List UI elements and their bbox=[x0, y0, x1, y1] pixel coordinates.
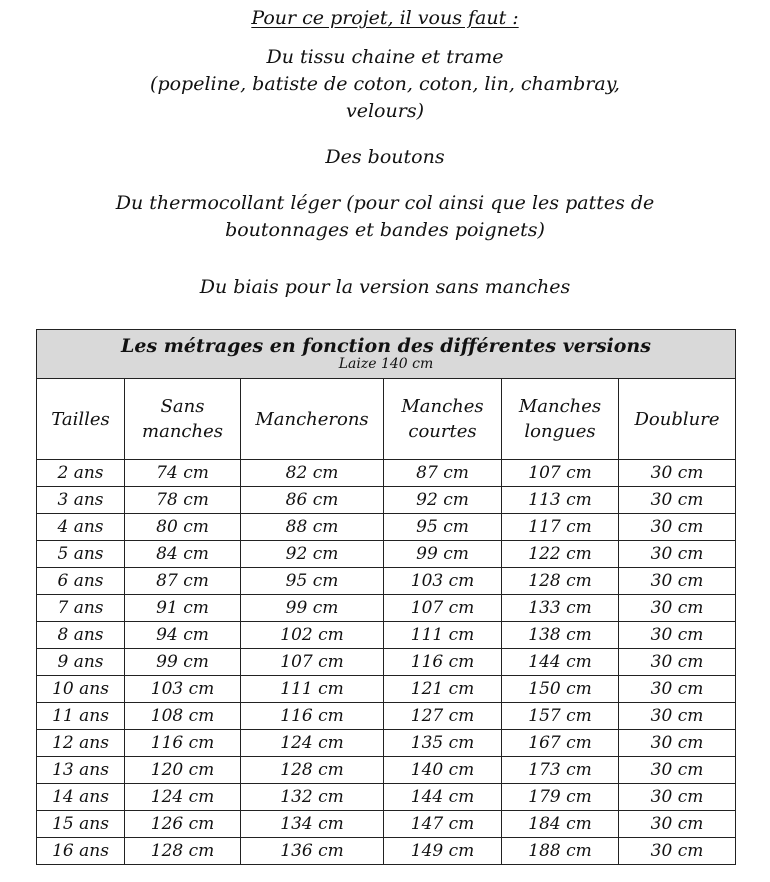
column-header-text: Mancherons bbox=[255, 408, 369, 430]
header-manches-longues bbox=[502, 379, 619, 460]
size-cell: 8 ans bbox=[37, 622, 125, 649]
table-row bbox=[37, 487, 736, 514]
mancherons-cell: 111 cm bbox=[241, 676, 384, 703]
sans-manches-cell: 84 cm bbox=[125, 541, 241, 568]
mancherons-cell: 134 cm bbox=[241, 811, 384, 838]
doublure-cell: 30 cm bbox=[619, 487, 736, 514]
intro-heading-text: Pour ce projet, il vous faut : bbox=[251, 7, 519, 29]
mancherons-cell: 95 cm bbox=[241, 568, 384, 595]
interfacing-line-1: Du thermocollant léger (pour col ainsi que les pattes de bbox=[115, 192, 655, 214]
manches-longues-cell: 179 cm bbox=[502, 784, 619, 811]
interfacing-line-2: boutonnages et bandes poignets) bbox=[225, 219, 545, 241]
table-header-row bbox=[37, 379, 736, 460]
table-title-cell bbox=[37, 330, 736, 379]
table-subtitle: Laize 140 cm bbox=[338, 356, 434, 372]
table-row bbox=[37, 730, 736, 757]
manches-longues-cell: 133 cm bbox=[502, 595, 619, 622]
table-row bbox=[37, 811, 736, 838]
size-cell: 14 ans bbox=[37, 784, 125, 811]
size-cell: 4 ans bbox=[37, 514, 125, 541]
doublure-cell: 30 cm bbox=[619, 460, 736, 487]
mancherons-cell: 136 cm bbox=[241, 838, 384, 865]
manches-courtes-cell: 99 cm bbox=[384, 541, 502, 568]
buttons-paragraph bbox=[60, 144, 710, 171]
column-header-text: Sans bbox=[160, 396, 205, 417]
fabric-line-2: (popeline, batiste de coton, coton, lin, chambray, bbox=[150, 73, 620, 95]
sans-manches-cell: 78 cm bbox=[125, 487, 241, 514]
mancherons-cell: 88 cm bbox=[241, 514, 384, 541]
sans-manches-cell: 120 cm bbox=[125, 757, 241, 784]
header-manches-courtes bbox=[384, 379, 502, 460]
table-row bbox=[37, 568, 736, 595]
doublure-cell: 30 cm bbox=[619, 703, 736, 730]
sans-manches-cell: 99 cm bbox=[125, 649, 241, 676]
size-cell: 9 ans bbox=[37, 649, 125, 676]
mancherons-cell: 128 cm bbox=[241, 757, 384, 784]
header-sans-manches bbox=[125, 379, 241, 460]
size-cell: 16 ans bbox=[37, 838, 125, 865]
mancherons-cell: 99 cm bbox=[241, 595, 384, 622]
size-cell: 3 ans bbox=[37, 487, 125, 514]
sans-manches-cell: 94 cm bbox=[125, 622, 241, 649]
doublure-cell: 30 cm bbox=[619, 757, 736, 784]
doublure-cell: 30 cm bbox=[619, 784, 736, 811]
size-cell: 7 ans bbox=[37, 595, 125, 622]
table-row bbox=[37, 838, 736, 865]
sans-manches-cell: 108 cm bbox=[125, 703, 241, 730]
sans-manches-cell: 116 cm bbox=[125, 730, 241, 757]
manches-courtes-cell: 144 cm bbox=[384, 784, 502, 811]
doublure-cell: 30 cm bbox=[619, 730, 736, 757]
column-header-text: manches bbox=[142, 421, 223, 442]
doublure-cell: 30 cm bbox=[619, 649, 736, 676]
manches-longues-cell: 184 cm bbox=[502, 811, 619, 838]
manches-longues-cell: 150 cm bbox=[502, 676, 619, 703]
manches-courtes-cell: 127 cm bbox=[384, 703, 502, 730]
size-cell: 10 ans bbox=[37, 676, 125, 703]
doublure-cell: 30 cm bbox=[619, 622, 736, 649]
size-cell: 2 ans bbox=[37, 460, 125, 487]
header-mancherons bbox=[241, 379, 384, 460]
table-row bbox=[37, 676, 736, 703]
doublure-cell: 30 cm bbox=[619, 811, 736, 838]
column-header-text: courtes bbox=[408, 421, 477, 442]
manches-courtes-cell: 107 cm bbox=[384, 595, 502, 622]
table-row bbox=[37, 514, 736, 541]
manches-longues-cell: 138 cm bbox=[502, 622, 619, 649]
intro-heading bbox=[0, 6, 770, 30]
fabric-length-table bbox=[36, 329, 736, 865]
column-header-text: Doublure bbox=[634, 408, 720, 430]
table-row bbox=[37, 541, 736, 568]
manches-courtes-cell: 92 cm bbox=[384, 487, 502, 514]
sans-manches-cell: 126 cm bbox=[125, 811, 241, 838]
manches-longues-cell: 173 cm bbox=[502, 757, 619, 784]
column-header-text: Manches bbox=[518, 396, 602, 417]
manches-courtes-cell: 147 cm bbox=[384, 811, 502, 838]
fabric-line-3: velours) bbox=[346, 100, 424, 122]
sans-manches-cell: 74 cm bbox=[125, 460, 241, 487]
table-title: Les métrages en fonction des différentes versions bbox=[121, 335, 651, 357]
size-cell: 15 ans bbox=[37, 811, 125, 838]
manches-longues-cell: 117 cm bbox=[502, 514, 619, 541]
column-header-text: Tailles bbox=[51, 408, 110, 430]
manches-longues-cell: 128 cm bbox=[502, 568, 619, 595]
mancherons-cell: 116 cm bbox=[241, 703, 384, 730]
manches-longues-cell: 188 cm bbox=[502, 838, 619, 865]
doublure-cell: 30 cm bbox=[619, 568, 736, 595]
manches-longues-cell: 167 cm bbox=[502, 730, 619, 757]
sans-manches-cell: 128 cm bbox=[125, 838, 241, 865]
manches-courtes-cell: 111 cm bbox=[384, 622, 502, 649]
manches-courtes-cell: 87 cm bbox=[384, 460, 502, 487]
doublure-cell: 30 cm bbox=[619, 595, 736, 622]
mancherons-cell: 107 cm bbox=[241, 649, 384, 676]
bias-line: Du biais pour la version sans manches bbox=[199, 276, 571, 298]
doublure-cell: 30 cm bbox=[619, 676, 736, 703]
doublure-cell: 30 cm bbox=[619, 541, 736, 568]
size-cell: 12 ans bbox=[37, 730, 125, 757]
manches-longues-cell: 113 cm bbox=[502, 487, 619, 514]
mancherons-cell: 132 cm bbox=[241, 784, 384, 811]
mancherons-cell: 86 cm bbox=[241, 487, 384, 514]
size-cell: 6 ans bbox=[37, 568, 125, 595]
table-row bbox=[37, 703, 736, 730]
table-row bbox=[37, 757, 736, 784]
sans-manches-cell: 124 cm bbox=[125, 784, 241, 811]
column-header-text: longues bbox=[524, 421, 596, 442]
size-cell: 13 ans bbox=[37, 757, 125, 784]
mancherons-cell: 102 cm bbox=[241, 622, 384, 649]
mancherons-cell: 124 cm bbox=[241, 730, 384, 757]
manches-longues-cell: 144 cm bbox=[502, 649, 619, 676]
bias-paragraph bbox=[60, 274, 710, 301]
header-doublure bbox=[619, 379, 736, 460]
manches-courtes-cell: 103 cm bbox=[384, 568, 502, 595]
sans-manches-cell: 80 cm bbox=[125, 514, 241, 541]
size-cell: 5 ans bbox=[37, 541, 125, 568]
buttons-line: Des boutons bbox=[325, 146, 445, 168]
manches-courtes-cell: 116 cm bbox=[384, 649, 502, 676]
manches-courtes-cell: 121 cm bbox=[384, 676, 502, 703]
sans-manches-cell: 103 cm bbox=[125, 676, 241, 703]
manches-courtes-cell: 135 cm bbox=[384, 730, 502, 757]
table-row bbox=[37, 622, 736, 649]
manches-longues-cell: 157 cm bbox=[502, 703, 619, 730]
column-header-text: Manches bbox=[401, 396, 484, 417]
doublure-cell: 30 cm bbox=[619, 838, 736, 865]
fabric-paragraph bbox=[60, 44, 710, 125]
manches-courtes-cell: 140 cm bbox=[384, 757, 502, 784]
table-row bbox=[37, 460, 736, 487]
mancherons-cell: 82 cm bbox=[241, 460, 384, 487]
table-row bbox=[37, 784, 736, 811]
manches-courtes-cell: 95 cm bbox=[384, 514, 502, 541]
manches-longues-cell: 122 cm bbox=[502, 541, 619, 568]
fabric-line-1: Du tissu chaine et trame bbox=[266, 46, 504, 68]
table-row bbox=[37, 595, 736, 622]
manches-longues-cell: 107 cm bbox=[502, 460, 619, 487]
table-body bbox=[37, 460, 736, 865]
size-cell: 11 ans bbox=[37, 703, 125, 730]
doublure-cell: 30 cm bbox=[619, 514, 736, 541]
sans-manches-cell: 91 cm bbox=[125, 595, 241, 622]
header-tailles bbox=[37, 379, 125, 460]
sans-manches-cell: 87 cm bbox=[125, 568, 241, 595]
manches-courtes-cell: 149 cm bbox=[384, 838, 502, 865]
mancherons-cell: 92 cm bbox=[241, 541, 384, 568]
table-row bbox=[37, 649, 736, 676]
interfacing-paragraph bbox=[60, 190, 710, 244]
